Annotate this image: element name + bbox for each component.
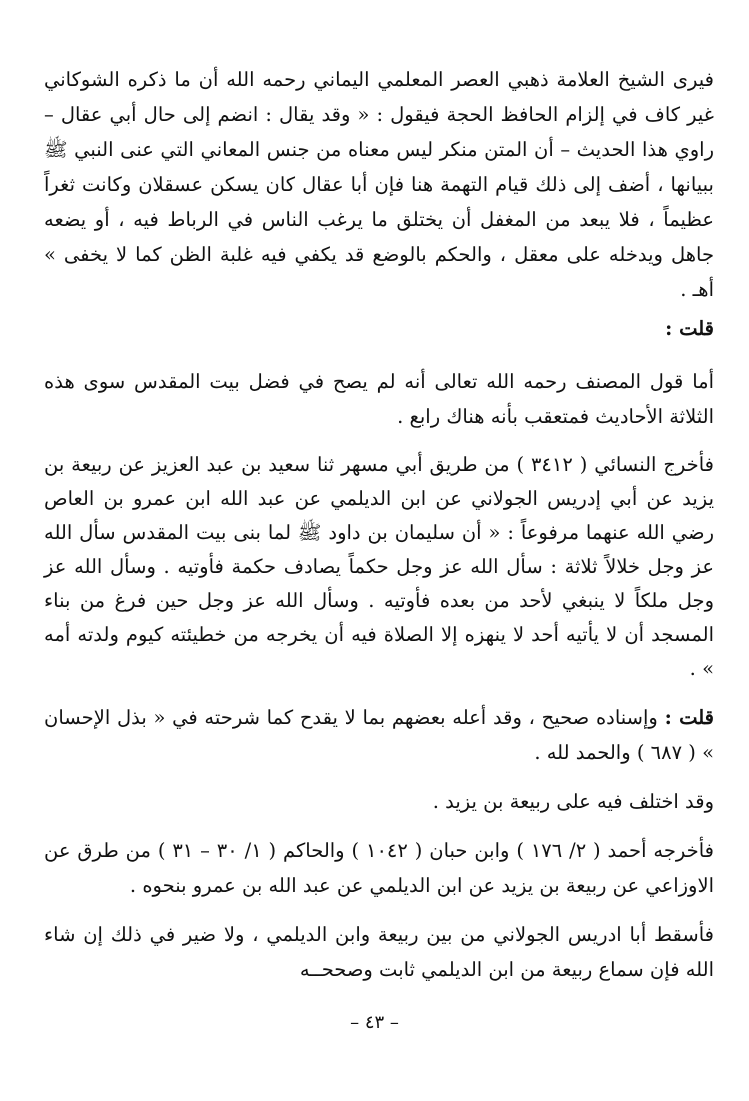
paragraph-jawlani-omission: فأسقط أبا ادريس الجولاني من بين ربيعة وابن الديلمي ، ولا ضير في ذلك إن شاء الله فإن سماع ربيعة من ابن الديلمي ثابت وصححــه [44, 923, 714, 981]
qultu-lead: قلت : [664, 706, 715, 729]
heading-qultu: قلت : [665, 317, 714, 340]
paragraph-author-statement: أما قول المصنف رحمه الله تعالى أنه لم يصح في فضل بيت المقدس سوى هذه الثلاثة الأحاديث فمتعقب بأنه هناك رابع . [44, 370, 714, 428]
isnad-comment-text: وإسناده صحيح ، وقد أعله بعضهم بما لا يقدح كما شرحته في « بذل الإحسان » ( ٦٨٧ ) والحمد لله . [44, 706, 714, 764]
paragraph-shawkani-quote: فيرى الشيخ العلامة ذهبي العصر المعلمي اليماني رحمه الله أن ما ذكره الشوكاني غير كاف في إلزام الحافظ الحجة فيقول : « وقد يقال : انضم إلى حال أبي عقال – راوي هذا الحديث – أن المتن منكر ليس معناه من جنس المعاني التي عنى النبي ﷺ ببيانها ، أضف إلى ذلك قيام التهمة هنا فإن أبا عقال كان يسكن عسقلان وكانت ثغراً عظيماً ، فلا يبعد من المغفل أن يختلق ما يرغب الناس في الرباط فيه ، أو يضعه جاهل ويدخله على معقل ، والحكم بالوضع قد يكفي فيه غلبة الظن كما لا يخفى » أهـ . [44, 68, 714, 301]
paragraph-nasai-hadith: فأخرج النسائي ( ٣٤١٢ ) من طريق أبي مسهر ثنا سعيد بن عبد العزيز عن ربيعة بن يزيد عن أبي إدريس الجولاني عن ابن الديلمي عن عبد الله ابن عمرو بن العاص رضي الله عنهما مرفوعاً : « أن سليمان بن داود ﷺ لما بنى بيت المقدس سأل الله عز وجل خلالاً ثلاثة : سأل الله عز وجل حكماً يصادف حكمة فأوتيه . وسأل الله عز وجل ملكاً لا ينبغي لأحد من بعده فأوتيه . وسأل الله عز وجل حين فرغ من بناء المسجد أن لا يأتيه أحد لا ينهزه إلا الصلاة فيه أن يخرجه من خطيئته كيوم ولدته أمه » . [44, 453, 714, 680]
document-page [44, 62, 714, 987]
paragraph-ahmad-routes: فأخرجه أحمد ( ٢/ ١٧٦ ) وابن حبان ( ١٠٤٢ ) والحاكم ( ١/ ٣٠ – ٣١ ) من طرق عن الاوزاعي عن ربيعة بن يزيد عن ابن الديلمي عن عبد الله بن عمرو بنحوه . [44, 839, 714, 897]
paragraph-disagreement: وقد اختلف فيه على ربيعة بن يزيد . [432, 790, 714, 813]
page-number: – ٤٣ – [350, 1012, 399, 1033]
paragraph-isnad-comment [44, 700, 714, 770]
